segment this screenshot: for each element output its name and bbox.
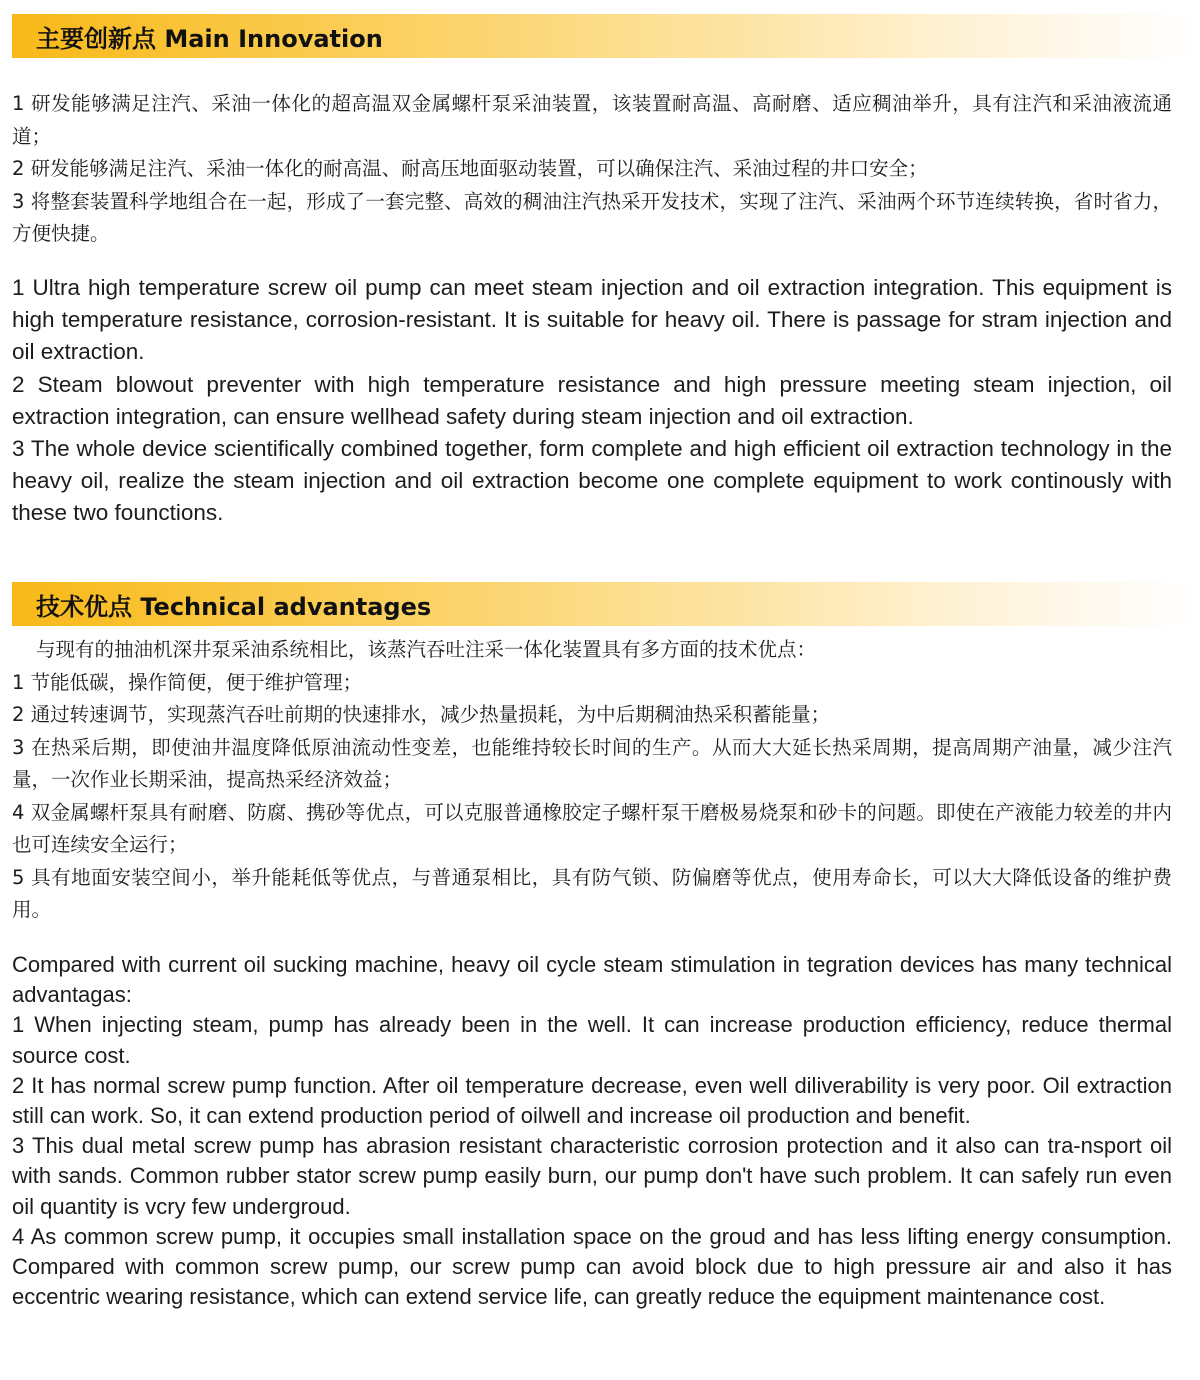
main-innovation-header — [12, 14, 1200, 58]
innovation-chinese-text — [12, 88, 1172, 251]
advantages-cn-item-1: 1 节能低碳，操作简便，便于维护管理； — [12, 670, 363, 694]
innovation-english-text — [12, 272, 1172, 530]
innovation-cn-item-2: 2 研发能够满足注汽、采油一体化的耐高温、耐高压地面驱动装置，可以确保注汽、采油过程的井口安全； — [12, 157, 928, 180]
main-innovation-title: 主要创新点 Main Innovation — [36, 24, 383, 53]
advantages-english-text — [12, 950, 1172, 1312]
innovation-cn-item-3: 3 将整套装置科学地组合在一起，形成了一套完整、高效的稠油注汽热采开发技术，实现了注汽、采油两个环节连续转换，省时省力，方便快捷。 — [12, 189, 1172, 245]
technical-advantages-header — [12, 582, 1200, 626]
innovation-cn-item-1: 1 研发能够满足注汽、采油一体化的超高温双金属螺杆泵采油装置，该装置耐高温、高耐磨、适应稠油举升，具有注汽和采油液流通道； — [12, 92, 1172, 148]
advantages-en-item-2: 2 It has normal screw pump function. After oil temperature decrease, even well diliverability is very poor. Oil extraction still can work. So, it can extend production period of oilwell and increase oil production and benefit. — [12, 1072, 1172, 1129]
advantages-cn-item-2: 2 通过转速调节，实现蒸汽吞吐前期的快速排水，减少热量损耗，为中后期稠油热采积蓄能量； — [12, 703, 831, 726]
advantages-en-intro: Compared with current oil sucking machine, heavy oil cycle steam stimulation in tegration devices has many technical advantagas: — [12, 952, 1172, 1008]
innovation-en-item-3: 3 The whole device scientifically combined together, form complete and high efficient oil extraction technology in the heavy oil, realize the steam injection and oil extraction become one complete equipment to work continously with these two founctions. — [12, 436, 1172, 526]
advantages-cn-intro: 与现有的抽油机深井泵采油系统相比，该蒸汽吞吐注采一体化装置具有多方面的技术优点： — [36, 638, 817, 661]
advantages-en-item-3: 3 This dual metal screw pump has abrasion resistant characteristic corrosion protection and it also can tra-nsport oil with sands. Common rubber stator screw pump easily burn, our pump don't have such problem. It can safely run even oil quantity is vcry few undergroud. — [12, 1133, 1172, 1219]
advantages-cn-item-5: 5 具有地面安装空间小，举升能耗低等优点，与普通泵相比，具有防气锁、防偏磨等优点，使用寿命长，可以大大降低设备的维护费用。 — [12, 865, 1172, 921]
advantages-cn-item-3: 3 在热采后期，即使油井温度降低原油流动性变差，也能维持较长时间的生产。从而大大延长热采周期，提高周期产油量，减少注汽量，一次作业长期采油，提高热采经济效益； — [12, 735, 1172, 791]
advantages-en-item-1: 1 When injecting steam, pump has already been in the well. It can increase production efficiency, reduce thermal source cost. — [12, 1012, 1172, 1068]
innovation-en-item-1: 1 Ultra high temperature screw oil pump can meet steam injection and oil extraction integration. This equipment is high temperature resistance, corrosion-resistant. It is suitable for heavy oil. There is passage for stram injection and oil extraction. — [12, 275, 1172, 365]
technical-advantages-title: 技术优点 Technical advantages — [36, 592, 432, 621]
advantages-en-item-4: 4 As common screw pump, it occupies small installation space on the groud and has less lifting energy consumption. Compared with common screw pump, our screw pump can avoid block due to high pressure air and also it has eccentric wearing resistance, which can extend service life, can greatly reduce the equipment maintenance cost. — [12, 1223, 1172, 1310]
advantages-chinese-text — [12, 634, 1172, 927]
innovation-en-item-2: 2 Steam blowout preventer with high temperature resistance and high pressure meeting steam injection, oil extraction integration, can ensure wellhead safety during steam injection and oil extraction. — [12, 371, 1172, 429]
advantages-cn-item-4: 4 双金属螺杆泵具有耐磨、防腐、携砂等优点，可以克服普通橡胶定子螺杆泵干磨极易烧泵和砂卡的问题。即使在产液能力较差的井内也可连续安全运行； — [12, 800, 1172, 856]
